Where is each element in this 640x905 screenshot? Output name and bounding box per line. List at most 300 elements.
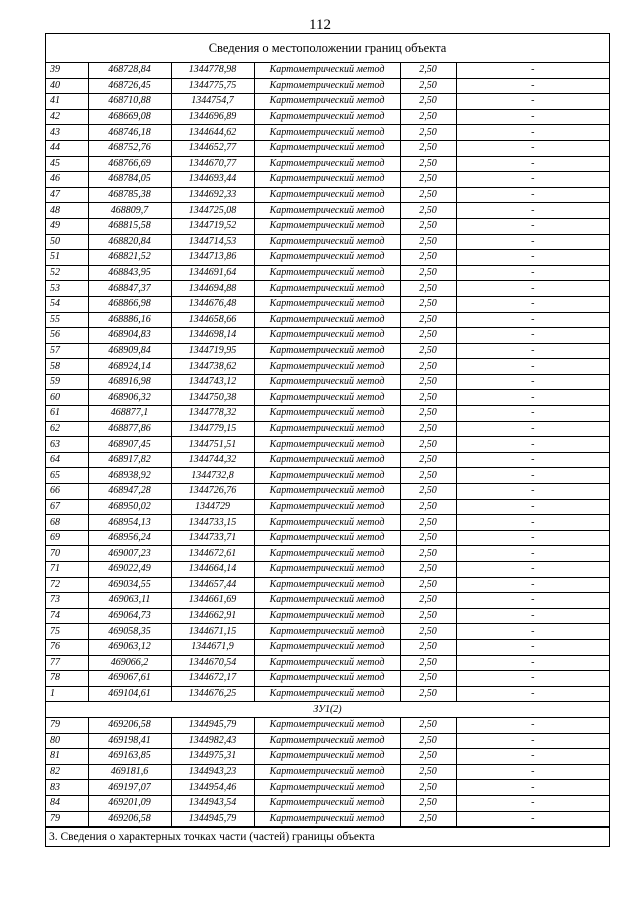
description-cell: -: [456, 109, 609, 125]
method-cell: Картометрический метод: [254, 328, 400, 344]
y-coordinate-cell: 1344945,79: [171, 717, 254, 733]
accuracy-cell: 2,50: [400, 468, 456, 484]
method-cell: Картометрический метод: [254, 499, 400, 515]
point-number-cell: 69: [46, 530, 88, 546]
method-cell: Картометрический метод: [254, 749, 400, 765]
x-coordinate-cell: 468710,88: [88, 94, 171, 110]
description-cell: -: [456, 624, 609, 640]
table-row: [46, 452, 609, 468]
table-row: [46, 686, 609, 702]
method-cell: Картометрический метод: [254, 780, 400, 796]
point-number-cell: 57: [46, 343, 88, 359]
x-coordinate-cell: 469163,85: [88, 749, 171, 765]
method-cell: Картометрический метод: [254, 468, 400, 484]
table-row: [46, 94, 609, 110]
method-cell: Картометрический метод: [254, 374, 400, 390]
method-cell: Картометрический метод: [254, 608, 400, 624]
x-coordinate-cell: 468815,58: [88, 218, 171, 234]
description-cell: -: [456, 312, 609, 328]
y-coordinate-cell: 1344657,44: [171, 577, 254, 593]
table-row: [46, 593, 609, 609]
y-coordinate-cell: 1344652,77: [171, 140, 254, 156]
description-cell: -: [456, 203, 609, 219]
table-row: [46, 639, 609, 655]
accuracy-cell: 2,50: [400, 484, 456, 500]
x-coordinate-cell: 469206,58: [88, 717, 171, 733]
y-coordinate-cell: 1344943,54: [171, 795, 254, 811]
table-row: [46, 484, 609, 500]
x-coordinate-cell: 468907,45: [88, 437, 171, 453]
x-coordinate-cell: 468784,05: [88, 172, 171, 188]
description-cell: -: [456, 655, 609, 671]
table-row: [46, 140, 609, 156]
table-row: [46, 218, 609, 234]
point-number-cell: 74: [46, 608, 88, 624]
y-coordinate-cell: 1344778,32: [171, 406, 254, 422]
accuracy-cell: 2,50: [400, 234, 456, 250]
point-number-cell: 65: [46, 468, 88, 484]
y-coordinate-cell: 1344693,44: [171, 172, 254, 188]
method-cell: Картометрический метод: [254, 312, 400, 328]
x-coordinate-cell: 468954,13: [88, 515, 171, 531]
x-coordinate-cell: 468746,18: [88, 125, 171, 141]
y-coordinate-cell: 1344676,25: [171, 686, 254, 702]
point-number-cell: 44: [46, 140, 88, 156]
accuracy-cell: 2,50: [400, 296, 456, 312]
description-cell: -: [456, 343, 609, 359]
point-number-cell: 70: [46, 546, 88, 562]
point-number-cell: 39: [46, 63, 88, 78]
accuracy-cell: 2,50: [400, 811, 456, 827]
y-coordinate-cell: 1344672,61: [171, 546, 254, 562]
description-cell: -: [456, 468, 609, 484]
table-row: [46, 187, 609, 203]
table-row: [46, 421, 609, 437]
y-coordinate-cell: 1344664,14: [171, 562, 254, 578]
y-coordinate-cell: 1344778,98: [171, 63, 254, 78]
x-coordinate-cell: 468785,38: [88, 187, 171, 203]
accuracy-cell: 2,50: [400, 562, 456, 578]
x-coordinate-cell: 469067,61: [88, 671, 171, 687]
method-cell: Картометрический метод: [254, 515, 400, 531]
x-coordinate-cell: 468866,98: [88, 296, 171, 312]
accuracy-cell: 2,50: [400, 686, 456, 702]
description-cell: -: [456, 359, 609, 375]
table-row: [46, 811, 609, 827]
method-cell: Картометрический метод: [254, 172, 400, 188]
point-number-cell: 79: [46, 717, 88, 733]
description-cell: -: [456, 686, 609, 702]
table-row: [46, 281, 609, 297]
y-coordinate-cell: 1344945,79: [171, 811, 254, 827]
table-row: [46, 234, 609, 250]
method-cell: Картометрический метод: [254, 250, 400, 266]
y-coordinate-cell: 1344672,17: [171, 671, 254, 687]
point-number-cell: 43: [46, 125, 88, 141]
y-coordinate-cell: 1344719,52: [171, 218, 254, 234]
description-cell: -: [456, 437, 609, 453]
y-coordinate-cell: 1344751,51: [171, 437, 254, 453]
y-coordinate-cell: 1344729: [171, 499, 254, 515]
description-cell: -: [456, 608, 609, 624]
point-number-cell: 40: [46, 78, 88, 94]
accuracy-cell: 2,50: [400, 733, 456, 749]
point-number-cell: 76: [46, 639, 88, 655]
accuracy-cell: 2,50: [400, 125, 456, 141]
x-coordinate-cell: 468728,84: [88, 63, 171, 78]
point-number-cell: 84: [46, 795, 88, 811]
point-number-cell: 63: [46, 437, 88, 453]
y-coordinate-cell: 1344775,75: [171, 78, 254, 94]
point-number-cell: 71: [46, 562, 88, 578]
point-number-cell: 78: [46, 671, 88, 687]
y-coordinate-cell: 1344671,15: [171, 624, 254, 640]
y-coordinate-cell: 1344738,62: [171, 359, 254, 375]
description-cell: -: [456, 639, 609, 655]
y-coordinate-cell: 1344692,33: [171, 187, 254, 203]
x-coordinate-cell: 468877,86: [88, 421, 171, 437]
description-cell: -: [456, 156, 609, 172]
y-coordinate-cell: 1344670,77: [171, 156, 254, 172]
point-number-cell: 1: [46, 686, 88, 702]
sheet-title: Сведения о местоположении границ объекта: [46, 34, 609, 63]
description-cell: -: [456, 593, 609, 609]
table-row: [46, 312, 609, 328]
method-cell: Картометрический метод: [254, 421, 400, 437]
section-heading: ЗУ1(2): [46, 702, 609, 718]
table-row: [46, 296, 609, 312]
x-coordinate-cell: 469064,73: [88, 608, 171, 624]
point-number-cell: 46: [46, 172, 88, 188]
method-cell: Картометрический метод: [254, 140, 400, 156]
coordinates-table: [46, 63, 609, 827]
point-number-cell: 53: [46, 281, 88, 297]
point-number-cell: 83: [46, 780, 88, 796]
accuracy-cell: 2,50: [400, 281, 456, 297]
point-number-cell: 82: [46, 764, 88, 780]
description-cell: -: [456, 234, 609, 250]
point-number-cell: 51: [46, 250, 88, 266]
method-cell: Картометрический метод: [254, 437, 400, 453]
y-coordinate-cell: 1344954,46: [171, 780, 254, 796]
accuracy-cell: 2,50: [400, 655, 456, 671]
accuracy-cell: 2,50: [400, 312, 456, 328]
point-number-cell: 75: [46, 624, 88, 640]
accuracy-cell: 2,50: [400, 343, 456, 359]
accuracy-cell: 2,50: [400, 780, 456, 796]
table-row: [46, 530, 609, 546]
accuracy-cell: 2,50: [400, 639, 456, 655]
description-cell: -: [456, 452, 609, 468]
x-coordinate-cell: 468916,98: [88, 374, 171, 390]
y-coordinate-cell: 1344750,38: [171, 390, 254, 406]
method-cell: Картометрический метод: [254, 671, 400, 687]
method-cell: Картометрический метод: [254, 203, 400, 219]
x-coordinate-cell: 469007,23: [88, 546, 171, 562]
table-row: [46, 78, 609, 94]
method-cell: Картометрический метод: [254, 733, 400, 749]
method-cell: Картометрический метод: [254, 390, 400, 406]
description-cell: -: [456, 218, 609, 234]
accuracy-cell: 2,50: [400, 546, 456, 562]
y-coordinate-cell: 1344713,86: [171, 250, 254, 266]
description-cell: -: [456, 717, 609, 733]
x-coordinate-cell: 468669,08: [88, 109, 171, 125]
method-cell: Картометрический метод: [254, 577, 400, 593]
accuracy-cell: 2,50: [400, 452, 456, 468]
table-row: [46, 764, 609, 780]
y-coordinate-cell: 1344982,43: [171, 733, 254, 749]
accuracy-cell: 2,50: [400, 265, 456, 281]
description-cell: -: [456, 296, 609, 312]
y-coordinate-cell: 1344754,7: [171, 94, 254, 110]
method-cell: Картометрический метод: [254, 452, 400, 468]
x-coordinate-cell: 469206,58: [88, 811, 171, 827]
description-cell: -: [456, 780, 609, 796]
accuracy-cell: 2,50: [400, 390, 456, 406]
table-row: [46, 343, 609, 359]
x-coordinate-cell: 468752,76: [88, 140, 171, 156]
method-cell: Картометрический метод: [254, 234, 400, 250]
point-number-cell: 56: [46, 328, 88, 344]
method-cell: Картометрический метод: [254, 764, 400, 780]
point-number-cell: 41: [46, 94, 88, 110]
method-cell: Картометрический метод: [254, 655, 400, 671]
accuracy-cell: 2,50: [400, 624, 456, 640]
method-cell: Картометрический метод: [254, 156, 400, 172]
description-cell: -: [456, 328, 609, 344]
point-number-cell: 54: [46, 296, 88, 312]
accuracy-cell: 2,50: [400, 499, 456, 515]
point-number-cell: 50: [46, 234, 88, 250]
y-coordinate-cell: 1344733,71: [171, 530, 254, 546]
table-row: [46, 717, 609, 733]
description-cell: -: [456, 406, 609, 422]
table-row: [46, 733, 609, 749]
x-coordinate-cell: 469022,49: [88, 562, 171, 578]
x-coordinate-cell: 469201,09: [88, 795, 171, 811]
y-coordinate-cell: 1344671,9: [171, 639, 254, 655]
method-cell: Картометрический метод: [254, 717, 400, 733]
x-coordinate-cell: 468904,83: [88, 328, 171, 344]
table-row: [46, 172, 609, 188]
y-coordinate-cell: 1344975,31: [171, 749, 254, 765]
table-row: [46, 125, 609, 141]
accuracy-cell: 2,50: [400, 671, 456, 687]
x-coordinate-cell: 469104,61: [88, 686, 171, 702]
accuracy-cell: 2,50: [400, 140, 456, 156]
method-cell: Картометрический метод: [254, 109, 400, 125]
table-row: [46, 390, 609, 406]
x-coordinate-cell: 468847,37: [88, 281, 171, 297]
method-cell: Картометрический метод: [254, 187, 400, 203]
method-cell: Картометрический метод: [254, 406, 400, 422]
point-number-cell: 58: [46, 359, 88, 375]
table-row: [46, 562, 609, 578]
boundary-sheet: [45, 33, 610, 847]
coordinates-table-body: [46, 63, 609, 827]
description-cell: -: [456, 250, 609, 266]
table-row: [46, 749, 609, 765]
method-cell: Картометрический метод: [254, 639, 400, 655]
accuracy-cell: 2,50: [400, 764, 456, 780]
x-coordinate-cell: 469063,12: [88, 639, 171, 655]
x-coordinate-cell: 468843,95: [88, 265, 171, 281]
point-number-cell: 80: [46, 733, 88, 749]
accuracy-cell: 2,50: [400, 749, 456, 765]
method-cell: Картометрический метод: [254, 686, 400, 702]
table-row: [46, 437, 609, 453]
accuracy-cell: 2,50: [400, 250, 456, 266]
y-coordinate-cell: 1344732,8: [171, 468, 254, 484]
accuracy-cell: 2,50: [400, 94, 456, 110]
y-coordinate-cell: 1344644,62: [171, 125, 254, 141]
x-coordinate-cell: 468950,02: [88, 499, 171, 515]
accuracy-cell: 2,50: [400, 608, 456, 624]
x-coordinate-cell: 469058,35: [88, 624, 171, 640]
description-cell: -: [456, 764, 609, 780]
table-row: [46, 624, 609, 640]
y-coordinate-cell: 1344676,48: [171, 296, 254, 312]
accuracy-cell: 2,50: [400, 78, 456, 94]
description-cell: -: [456, 281, 609, 297]
description-cell: -: [456, 577, 609, 593]
point-number-cell: 55: [46, 312, 88, 328]
x-coordinate-cell: 468947,28: [88, 484, 171, 500]
point-number-cell: 72: [46, 577, 88, 593]
y-coordinate-cell: 1344943,23: [171, 764, 254, 780]
method-cell: Картометрический метод: [254, 624, 400, 640]
accuracy-cell: 2,50: [400, 374, 456, 390]
table-row: [46, 359, 609, 375]
description-cell: -: [456, 78, 609, 94]
accuracy-cell: 2,50: [400, 406, 456, 422]
y-coordinate-cell: 1344696,89: [171, 109, 254, 125]
point-number-cell: 67: [46, 499, 88, 515]
accuracy-cell: 2,50: [400, 172, 456, 188]
description-cell: -: [456, 795, 609, 811]
method-cell: Картометрический метод: [254, 125, 400, 141]
table-row: [46, 265, 609, 281]
point-number-cell: 61: [46, 406, 88, 422]
method-cell: Картометрический метод: [254, 218, 400, 234]
accuracy-cell: 2,50: [400, 328, 456, 344]
description-cell: -: [456, 63, 609, 78]
point-number-cell: 42: [46, 109, 88, 125]
accuracy-cell: 2,50: [400, 795, 456, 811]
y-coordinate-cell: 1344698,14: [171, 328, 254, 344]
y-coordinate-cell: 1344726,76: [171, 484, 254, 500]
x-coordinate-cell: 469197,07: [88, 780, 171, 796]
y-coordinate-cell: 1344719,95: [171, 343, 254, 359]
x-coordinate-cell: 468886,16: [88, 312, 171, 328]
description-cell: -: [456, 749, 609, 765]
description-cell: -: [456, 671, 609, 687]
accuracy-cell: 2,50: [400, 109, 456, 125]
x-coordinate-cell: 469063,11: [88, 593, 171, 609]
table-row: [46, 655, 609, 671]
x-coordinate-cell: 469066,2: [88, 655, 171, 671]
description-cell: -: [456, 499, 609, 515]
description-cell: -: [456, 265, 609, 281]
description-cell: -: [456, 562, 609, 578]
accuracy-cell: 2,50: [400, 593, 456, 609]
y-coordinate-cell: 1344779,15: [171, 421, 254, 437]
point-number-cell: 81: [46, 749, 88, 765]
method-cell: Картометрический метод: [254, 811, 400, 827]
x-coordinate-cell: 468924,14: [88, 359, 171, 375]
accuracy-cell: 2,50: [400, 156, 456, 172]
table-row: [46, 63, 609, 78]
method-cell: Картометрический метод: [254, 78, 400, 94]
method-cell: Картометрический метод: [254, 94, 400, 110]
point-number-cell: 66: [46, 484, 88, 500]
description-cell: -: [456, 94, 609, 110]
description-cell: -: [456, 546, 609, 562]
accuracy-cell: 2,50: [400, 359, 456, 375]
description-cell: -: [456, 140, 609, 156]
x-coordinate-cell: 469198,41: [88, 733, 171, 749]
accuracy-cell: 2,50: [400, 421, 456, 437]
method-cell: Картометрический метод: [254, 593, 400, 609]
description-cell: -: [456, 374, 609, 390]
accuracy-cell: 2,50: [400, 63, 456, 78]
x-coordinate-cell: 468766,69: [88, 156, 171, 172]
description-cell: -: [456, 530, 609, 546]
y-coordinate-cell: 1344661,69: [171, 593, 254, 609]
table-row: [46, 546, 609, 562]
table-row: [46, 577, 609, 593]
point-number-cell: 52: [46, 265, 88, 281]
method-cell: Картометрический метод: [254, 795, 400, 811]
y-coordinate-cell: 1344670,54: [171, 655, 254, 671]
accuracy-cell: 2,50: [400, 203, 456, 219]
table-row: [46, 671, 609, 687]
description-cell: -: [456, 811, 609, 827]
table-row: [46, 780, 609, 796]
point-number-cell: 77: [46, 655, 88, 671]
table-row: [46, 328, 609, 344]
y-coordinate-cell: 1344658,66: [171, 312, 254, 328]
method-cell: Картометрический метод: [254, 484, 400, 500]
y-coordinate-cell: 1344694,88: [171, 281, 254, 297]
point-number-cell: 45: [46, 156, 88, 172]
description-cell: -: [456, 172, 609, 188]
x-coordinate-cell: 468938,92: [88, 468, 171, 484]
table-row: [46, 608, 609, 624]
description-cell: -: [456, 125, 609, 141]
x-coordinate-cell: 468956,24: [88, 530, 171, 546]
x-coordinate-cell: 468906,32: [88, 390, 171, 406]
accuracy-cell: 2,50: [400, 530, 456, 546]
accuracy-cell: 2,50: [400, 515, 456, 531]
x-coordinate-cell: 469034,55: [88, 577, 171, 593]
table-row: [46, 109, 609, 125]
y-coordinate-cell: 1344743,12: [171, 374, 254, 390]
table-row: [46, 795, 609, 811]
x-coordinate-cell: 469181,6: [88, 764, 171, 780]
y-coordinate-cell: 1344744,32: [171, 452, 254, 468]
table-row: [46, 515, 609, 531]
point-number-cell: 62: [46, 421, 88, 437]
point-number-cell: 68: [46, 515, 88, 531]
table-row: [46, 250, 609, 266]
accuracy-cell: 2,50: [400, 187, 456, 203]
table-row: [46, 499, 609, 515]
x-coordinate-cell: 468821,52: [88, 250, 171, 266]
page-number: 112: [309, 17, 331, 33]
description-cell: -: [456, 515, 609, 531]
